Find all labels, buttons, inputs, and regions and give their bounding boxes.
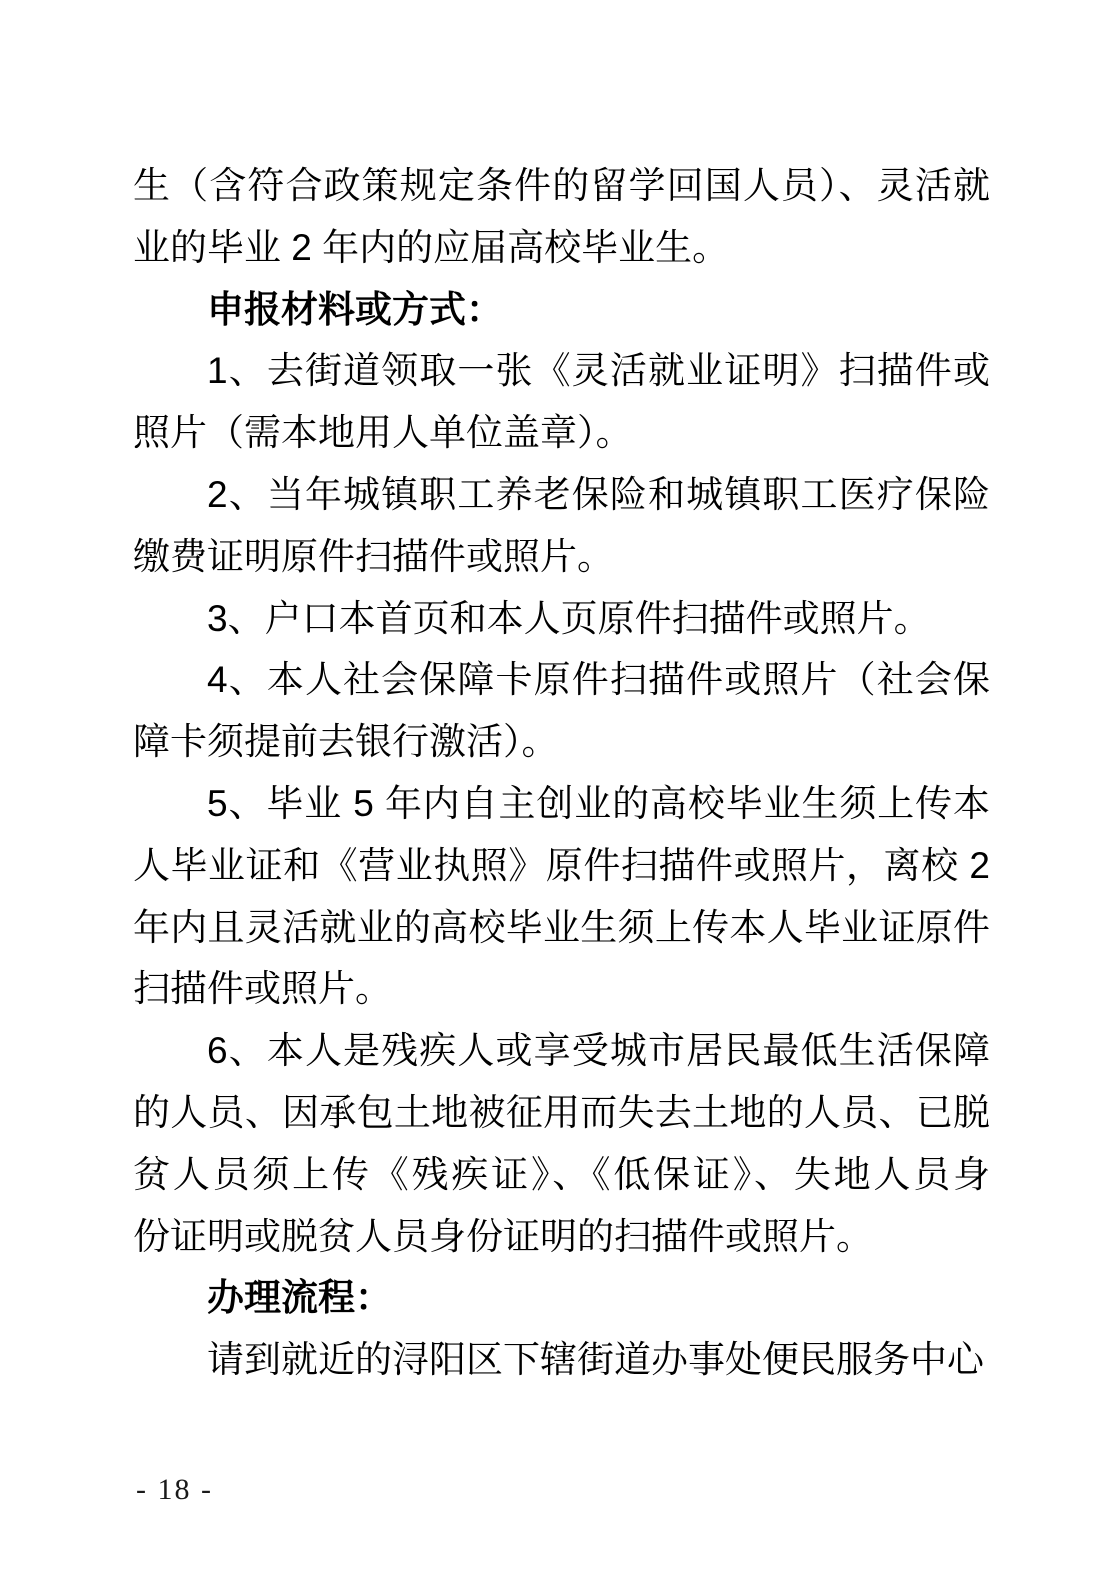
body-line-item2-a: 2、当年城镇职工养老保险和城镇职工医疗保险 — [207, 473, 990, 515]
heading-process: 办理流程： — [207, 1277, 392, 1319]
body-line-item6-b: 的人员、因承包土地被征用而失去土地的人员、已脱 — [133, 1091, 990, 1133]
body-line-1: 生（含符合政策规定条件的留学回国人员）、灵活就 — [133, 165, 990, 206]
body-line-item1-a: 1、去街道领取一张《灵活就业证明》扫描件或 — [207, 350, 990, 392]
body-line-item5-d: 扫描件或照片。 — [133, 968, 392, 1010]
body-line-item4-a: 4、本人社会保障卡原件扫描件或照片（社会保 — [207, 659, 990, 701]
body-line-process-1: 请到就近的浔阳区下辖街道办事处便民服务中心 — [207, 1339, 984, 1381]
body-line-item5-c: 年内且灵活就业的高校毕业生须上传本人毕业证原件 — [133, 906, 990, 948]
body-line-item5-b: 人毕业证和《营业执照》原件扫描件或照片，离校 2 — [133, 844, 990, 886]
body-line-item2-b: 缴费证明原件扫描件或照片。 — [133, 535, 614, 577]
body-line-2: 业的毕业 2 年内的应届高校毕业生。 — [133, 226, 730, 268]
body-line-item1-b: 照片（需本地用人单位盖章）。 — [133, 412, 633, 454]
body-line-item6-d: 份证明或脱贫人员身份证明的扫描件或照片。 — [133, 1215, 873, 1257]
document-body — [133, 155, 990, 1391]
body-line-item5-a: 5、毕业 5 年内自主创业的高校毕业生须上传本 — [207, 782, 990, 824]
body-line-item3: 3、户口本首页和本人页原件扫描件或照片。 — [207, 597, 931, 639]
body-line-item4-b: 障卡须提前去银行激活）。 — [133, 721, 559, 763]
body-line-item6-a: 6、本人是残疾人或享受城市居民最低生活保障 — [207, 1030, 990, 1072]
body-line-item6-c: 贫人员须上传《残疾证》、《低保证》、失地人员身 — [133, 1153, 990, 1195]
heading-application-materials: 申报材料或方式： — [207, 288, 503, 330]
page-number: - 18 - — [136, 1473, 213, 1506]
